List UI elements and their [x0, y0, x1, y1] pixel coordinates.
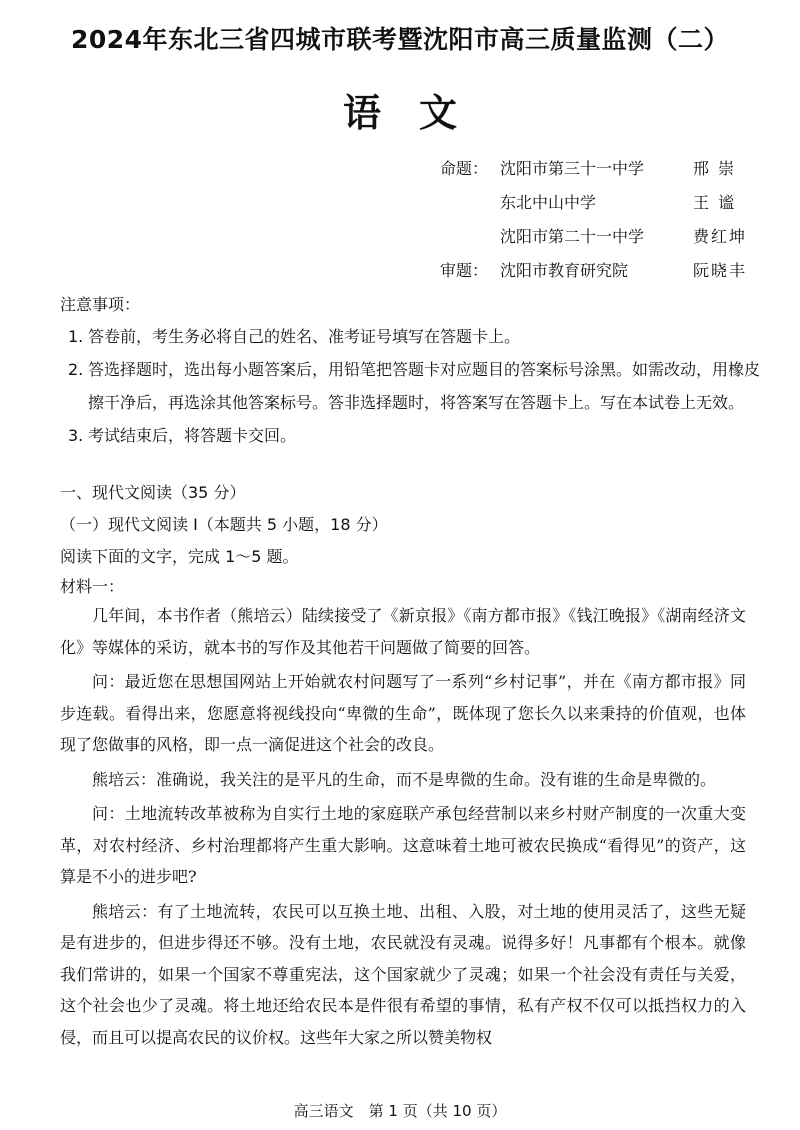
part-title: 一、现代文阅读（35 分）	[60, 483, 246, 502]
notice-number: 2.	[68, 360, 84, 379]
credit-row	[440, 254, 780, 288]
credits-block	[440, 152, 780, 288]
notice-number: 1.	[68, 327, 84, 346]
credit-name: 阮晓丰	[693, 261, 748, 280]
credit-role: 命题：	[440, 159, 489, 178]
credit-org: 沈阳市第三十一中学	[500, 159, 645, 178]
credit-row	[440, 186, 780, 220]
reading-instruction: 阅读下面的文字，完成 1～5 题。	[60, 547, 299, 566]
page-footer: 高三语文 第 1 页（共 10 页）	[293, 1102, 507, 1120]
credit-org: 沈阳市教育研究院	[500, 261, 629, 280]
credit-name: 王 谧	[693, 193, 737, 212]
passage-paragraph: 熊培云：有了土地流转，农民可以互换土地、出租、入股，对土地的使用灵活了，这些无疑是有进步的，但进步得还不够。没有土地，农民就没有灵魂。说得多好！凡事都有个根本。就像我们常讲的，如果一个国家不尊重宪法，这个国家就少了灵魂；如果一个社会没有责任与关爱，这个社会也少了灵魂。将土地还给农民本是件很有希望的事情，私有产权不仅可以抵挡权力的入侵，而且可以提高农民的议价权。这些年大家之所以赞美物权	[60, 901, 746, 1047]
credit-row	[440, 152, 780, 186]
notice-text: 考试结束后，将答题卡交回。	[88, 426, 297, 445]
subject-title: 语文	[342, 91, 495, 135]
reading-passage	[60, 600, 746, 1056]
credit-name: 费红坤	[693, 227, 748, 246]
passage-paragraph: 熊培云：准确说，我关注的是平凡的生命，而不是卑微的生命。没有谁的生命是卑微的。	[92, 769, 717, 789]
sub-section-title: （一）现代文阅读 Ⅰ（本题共 5 小题，18 分）	[60, 515, 388, 534]
credit-name: 邢 崇	[693, 159, 737, 178]
credit-row	[440, 220, 780, 254]
notice-block	[60, 290, 760, 452]
credit-org: 沈阳市第二十一中学	[500, 227, 645, 246]
passage-paragraph: 问：土地流转改革被称为自实行土地的家庭联产承包经营制以来乡村财产制度的一次重大变革，对农村经济、乡村治理都将产生重大影响。这意味着土地可被农民换成“看得见”的资产，这算是不小的进步吧?	[60, 804, 746, 886]
notice-text: 答卷前，考生务必将自己的姓名、准考证号填写在答题卡上。	[88, 327, 521, 346]
notice-heading: 注意事项：	[60, 295, 141, 314]
notice-text: 答选择题时，选出每小题答案后，用铅笔把答题卡对应题目的答案标号涂黑。如需改动，用橡皮擦干净后，再选涂其他答案标号。答非选择题时，将答案写在答题卡上。写在本试卷上无效。	[88, 360, 761, 412]
material-label: 材料一：	[60, 577, 125, 596]
exam-title: 2024年东北三省四城市联考暨沈阳市高三质量监测（二）	[70, 25, 730, 54]
credit-role: 审题：	[440, 261, 489, 280]
notice-item	[60, 320, 760, 353]
credit-org: 东北中山中学	[500, 193, 597, 212]
notice-number: 3.	[68, 426, 84, 445]
passage-paragraph: 问：最近您在思想国网站上开始就农村问题写了一系列“乡村记事”，并在《南方都市报》同步连载。看得出来，您愿意将视线投向“卑微的生命”，既体现了您长久以来秉持的价值观，也体现了您做事的风格，即一点一滴促进这个社会的改良。	[60, 672, 746, 754]
notice-item	[60, 353, 760, 419]
passage-paragraph: 几年间，本书作者（熊培云）陆续接受了《新京报》《南方都市报》《钱江晚报》《湖南经济文化》等媒体的采访，就本书的写作及其他若干问题做了简要的回答。	[60, 606, 746, 657]
notice-item	[60, 419, 760, 452]
